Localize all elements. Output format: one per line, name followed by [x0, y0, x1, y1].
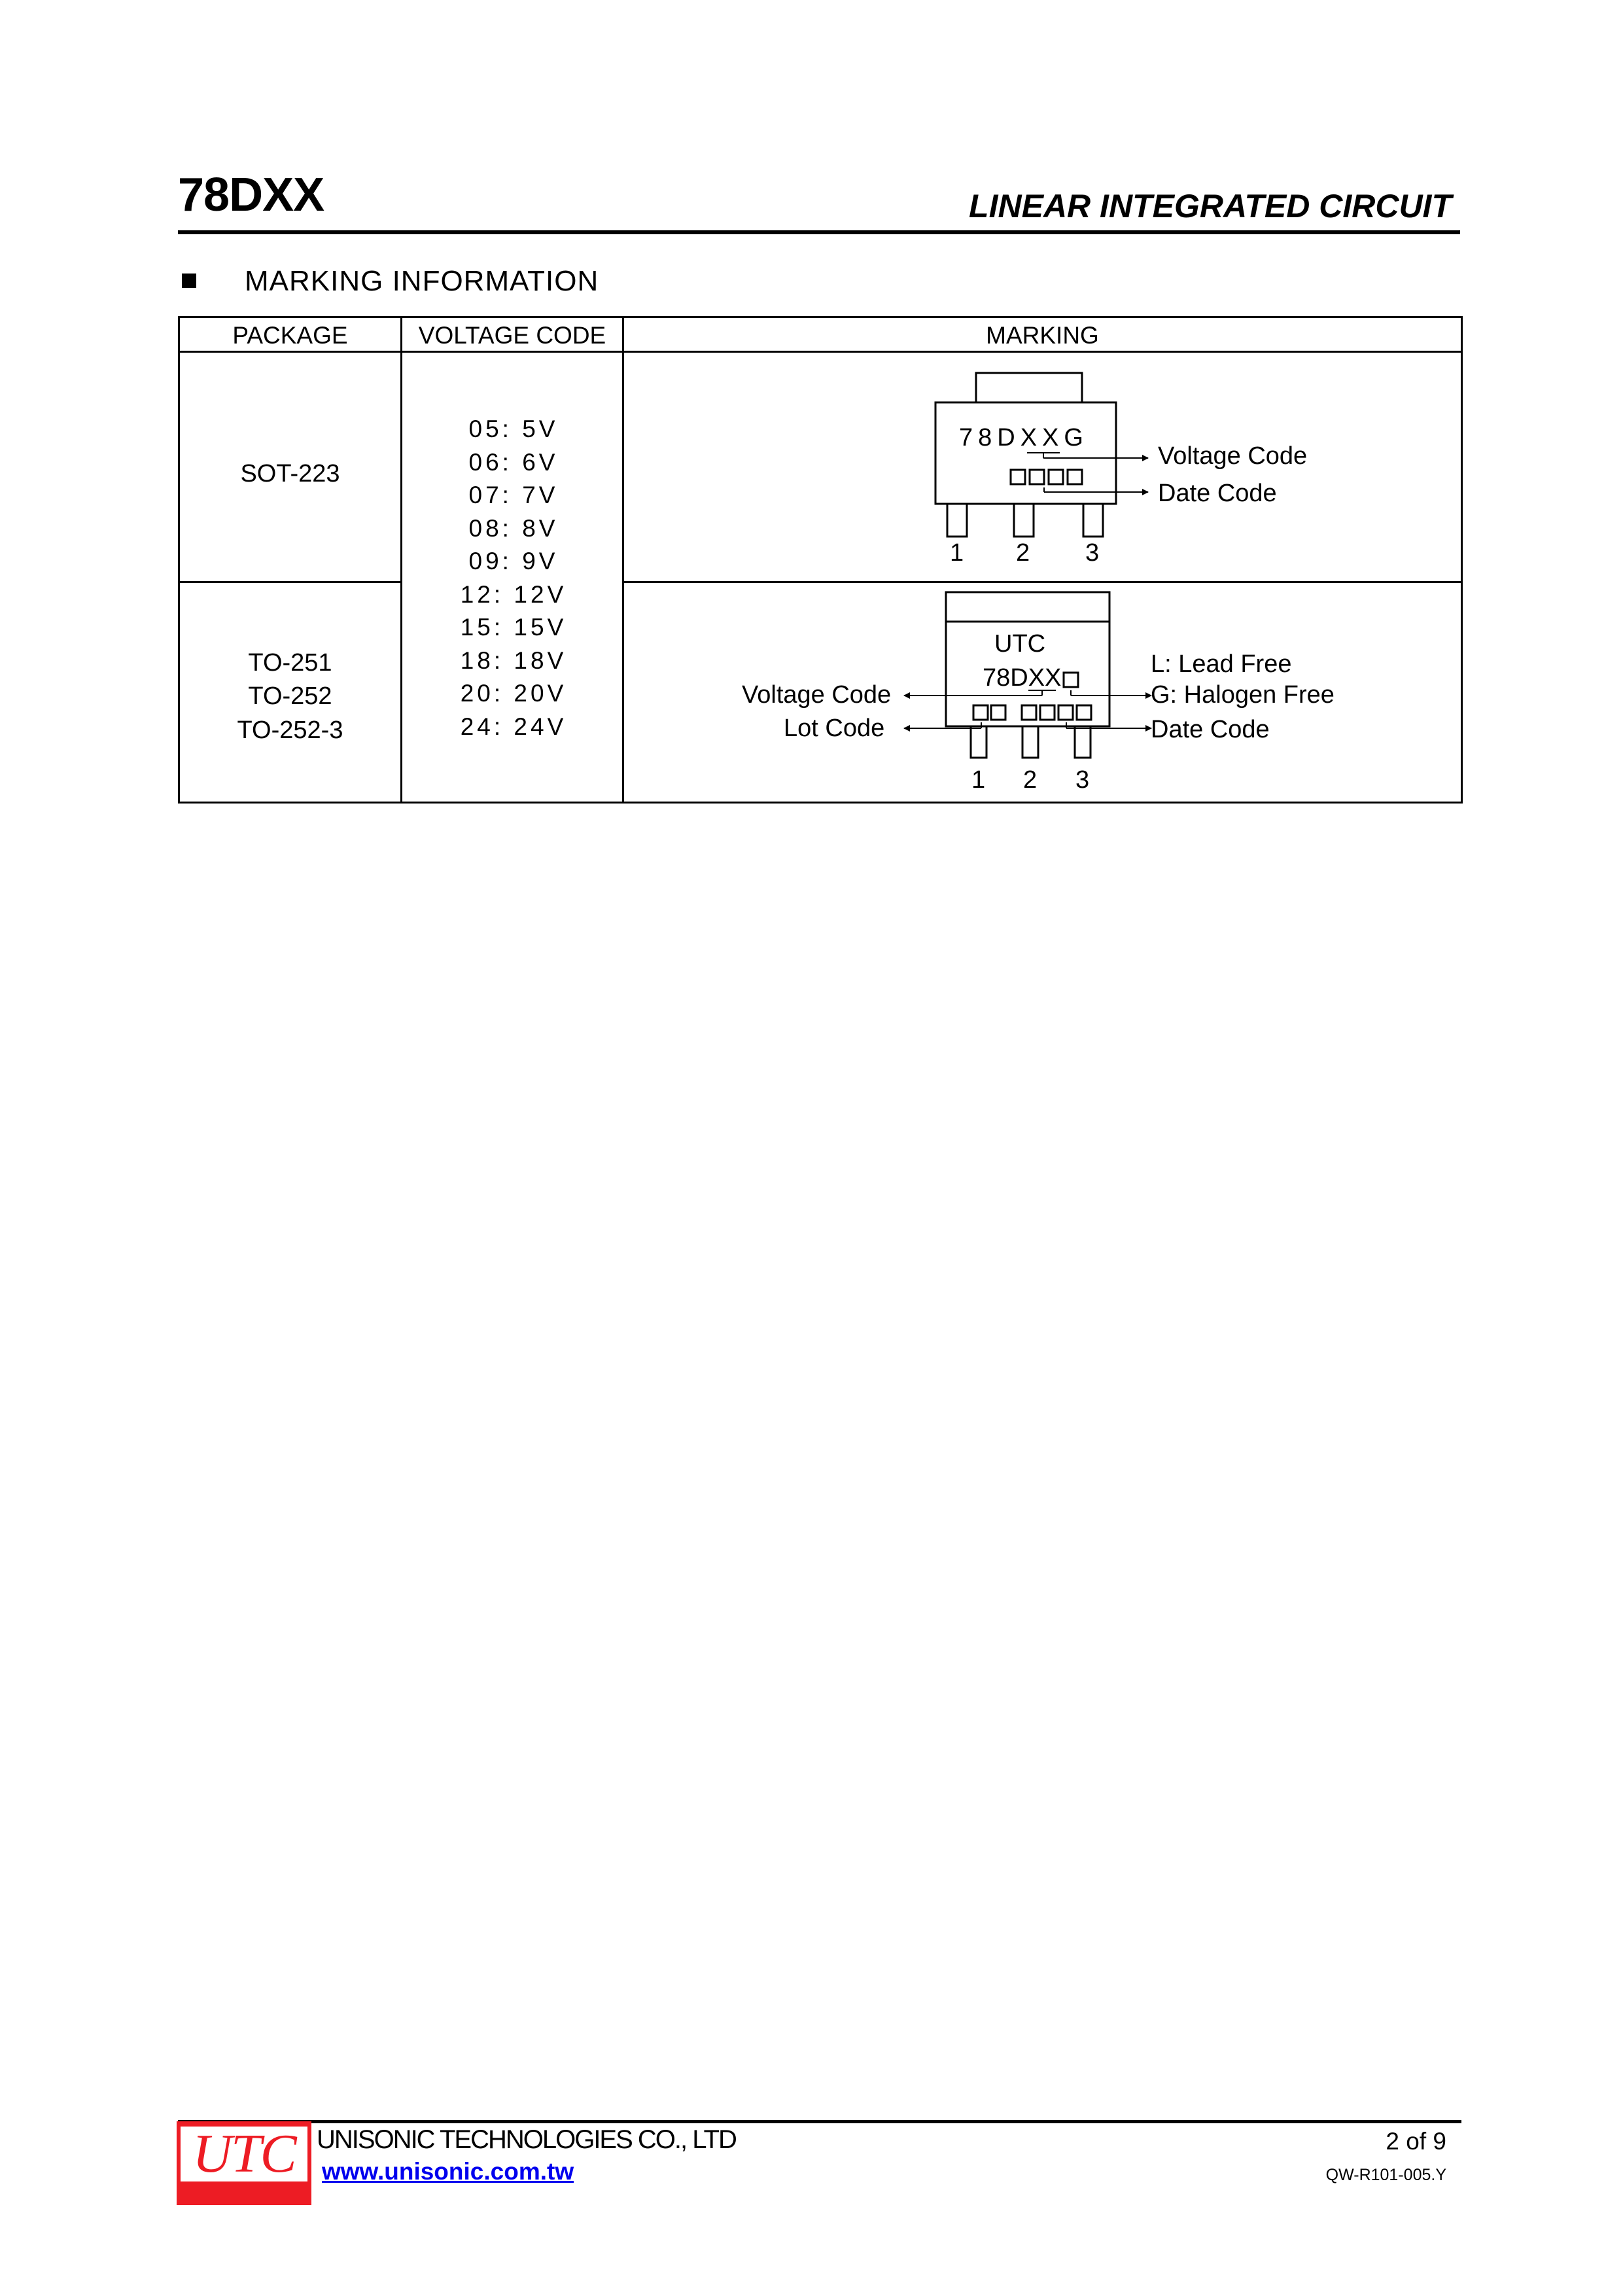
date-code-label: Date Code [1151, 716, 1270, 743]
pin-number: 1 [950, 539, 964, 567]
date-code-box [1058, 705, 1073, 720]
to252-mark-text: 78DXX [983, 664, 1062, 692]
column-header-marking: MARKING [986, 322, 1099, 349]
column-header-voltage-code: VOLTAGE CODE [418, 322, 606, 349]
date-code-box [1011, 470, 1025, 484]
lot-code-box [973, 705, 988, 720]
to252-pin [1022, 726, 1038, 758]
pin-number: 3 [1075, 766, 1090, 794]
column-header-package: PACKAGE [232, 322, 348, 349]
voltage-code: 06: 6V [468, 448, 559, 476]
halogen-free-label: G: Halogen Free [1151, 681, 1335, 709]
voltage-code-label: Voltage Code [1158, 442, 1308, 470]
voltage-code-label: Voltage Code [742, 681, 892, 709]
date-code-box [1049, 470, 1063, 484]
date-code-box [1030, 470, 1044, 484]
date-code-box [1077, 705, 1091, 720]
package-name: TO-252-3 [237, 716, 343, 744]
voltage-code: 05: 5V [468, 415, 559, 442]
voltage-code: 07: 7V [468, 482, 559, 508]
utc-logo-text: UTC [181, 2127, 307, 2181]
section-title: MARKING INFORMATION [245, 265, 599, 297]
voltage-code: 12: 12V [460, 580, 567, 608]
voltage-code: 18: 18V [460, 646, 567, 674]
date-code-box [1068, 470, 1082, 484]
voltage-code: 15: 15V [460, 614, 567, 641]
sot223-pin [1014, 504, 1034, 537]
to252-tab [946, 592, 1109, 622]
to252-pin [971, 726, 986, 758]
package-name: TO-251 [248, 649, 332, 677]
package-name: SOT-223 [240, 460, 340, 487]
package-name: TO-252 [248, 682, 332, 711]
pin-number: 3 [1085, 539, 1100, 567]
date-code-box [1040, 705, 1055, 720]
voltage-code: 08: 8V [468, 514, 559, 542]
lot-code-box [991, 705, 1005, 720]
lot-code-label: Lot Code [784, 715, 885, 742]
date-code-label: Date Code [1158, 480, 1277, 507]
sot223-body [935, 402, 1116, 504]
sot223-tab [976, 373, 1082, 402]
pin-number: 2 [1016, 539, 1030, 567]
lead-halogen-box [1064, 673, 1078, 687]
company-name: UNISONIC TECHNOLOGIES CO., LTD [317, 2125, 736, 2154]
page-number: 2 of 9 [1386, 2128, 1446, 2155]
pin-number: 1 [971, 766, 986, 794]
sot223-mark-text: 78DXXG [959, 424, 1089, 451]
lead-free-label: L: Lead Free [1151, 650, 1292, 678]
voltage-code: 09: 9V [468, 548, 559, 574]
voltage-code: 24: 24V [460, 713, 567, 740]
to252-brand-text: UTC [994, 630, 1046, 658]
date-code-box [1022, 705, 1036, 720]
website-link[interactable]: www.unisonic.com.tw [322, 2158, 574, 2185]
pin-number: 2 [1023, 766, 1038, 794]
voltage-code: 20: 20V [460, 680, 567, 707]
to252-pin [1075, 726, 1091, 758]
document-type: LINEAR INTEGRATED CIRCUIT [969, 188, 1452, 224]
footer-divider [178, 2120, 1461, 2123]
sot223-pin [1083, 504, 1103, 537]
sot223-pin [947, 504, 967, 537]
document-code: QW-R101-005.Y [1325, 2166, 1446, 2184]
part-number: 78DXX [178, 169, 324, 221]
utc-logo [177, 2121, 311, 2205]
